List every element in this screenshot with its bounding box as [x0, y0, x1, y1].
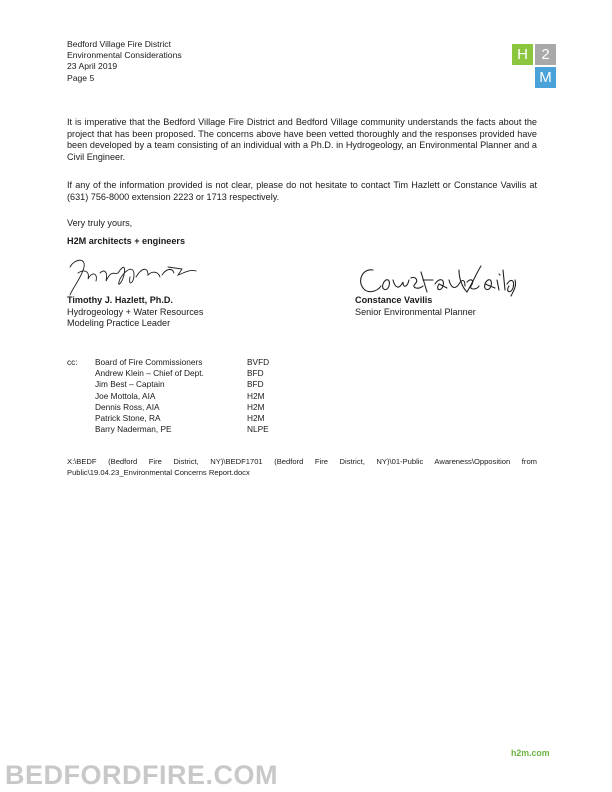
firm-name: H2M architects + engineers: [67, 236, 186, 246]
header-line-date: 23 April 2019: [67, 61, 118, 72]
cc-org: BVFD: [247, 357, 270, 367]
signature-vavilis: [355, 262, 520, 298]
closing-line: Very truly yours,: [67, 218, 133, 228]
header-line-page: Page 5: [67, 72, 95, 83]
signer-title: Hydrogeology + Water Resources: [67, 306, 204, 317]
logo-2: 2: [535, 44, 556, 65]
cc-org: H2M: [247, 390, 265, 401]
watermark: BEDFORDFIRE.COM: [5, 760, 278, 790]
cc-row: [95, 401, 265, 413]
cc-recipient: Andrew Klein – Chief of Dept.: [95, 368, 204, 379]
body-paragraph-2: If any of the information provided is not clear, please do not hesitate to contact Tim Hazlett or Constance Vavilis at (631) 756-8000 extension 2223 or 1713 respectively.: [67, 180, 537, 202]
cc-org: NLPE: [247, 424, 269, 435]
file-path: X:\BEDF (Bedford Fire District, NY)\BEDF1701 (Bedford Fire District, NY)\01-Public Awareness\Opposition from Public\19.04.23_Environmental Concerns Report.docx: [67, 457, 537, 477]
cc-label: cc:: [67, 357, 78, 367]
signature-hazlett: [64, 253, 204, 297]
cc-org: H2M: [247, 413, 265, 423]
h2m-logo: [512, 44, 556, 88]
cc-row: [95, 357, 270, 368]
signer-title: Modeling Practice Leader: [67, 318, 171, 329]
signer-name: Constance Vavilis: [355, 295, 433, 305]
letter-header: [67, 39, 182, 84]
logo-h: H: [512, 44, 533, 65]
cc-row: [95, 424, 269, 435]
signer-name: Timothy J. Hazlett, Ph.D.: [67, 295, 173, 305]
signer-title: Senior Environmental Planner: [355, 306, 476, 317]
header-line-district: Bedford Village Fire District: [67, 39, 171, 49]
cc-row: [95, 379, 264, 390]
signer-block-vavilis: [355, 295, 476, 318]
cc-recipient: Dennis Ross, AIA: [95, 401, 160, 412]
cc-org: BFD: [247, 368, 264, 379]
cc-recipient: Joe Mottola, AIA: [95, 390, 156, 401]
footer-website: h2m.com: [511, 748, 550, 758]
cc-row: [95, 413, 265, 424]
cc-row: [95, 390, 265, 402]
cc-recipient: Board of Fire Commissioners: [95, 357, 203, 367]
cc-org: BFD: [247, 379, 264, 390]
cc-recipient: Patrick Stone, RA: [95, 413, 161, 423]
cc-recipient: Barry Naderman, PE: [95, 424, 172, 435]
cc-row: [95, 368, 264, 379]
header-line-subject: Environmental Considerations: [67, 50, 182, 61]
cc-recipient: Jim Best – Captain: [95, 379, 165, 390]
logo-m: M: [535, 67, 556, 88]
body-paragraph-1: It is imperative that the Bedford Village Fire District and Bedford Village community understands the facts about the project that has been proposed. The concerns above have been vetted thoroughly and the responses provided have been developed by a team consisting of an individual with a Ph.D. in Hydrogeology, an Environmental Planner and a Civil Engineer.: [67, 117, 537, 163]
cc-org: H2M: [247, 401, 265, 412]
signer-block-hazlett: [67, 295, 203, 330]
